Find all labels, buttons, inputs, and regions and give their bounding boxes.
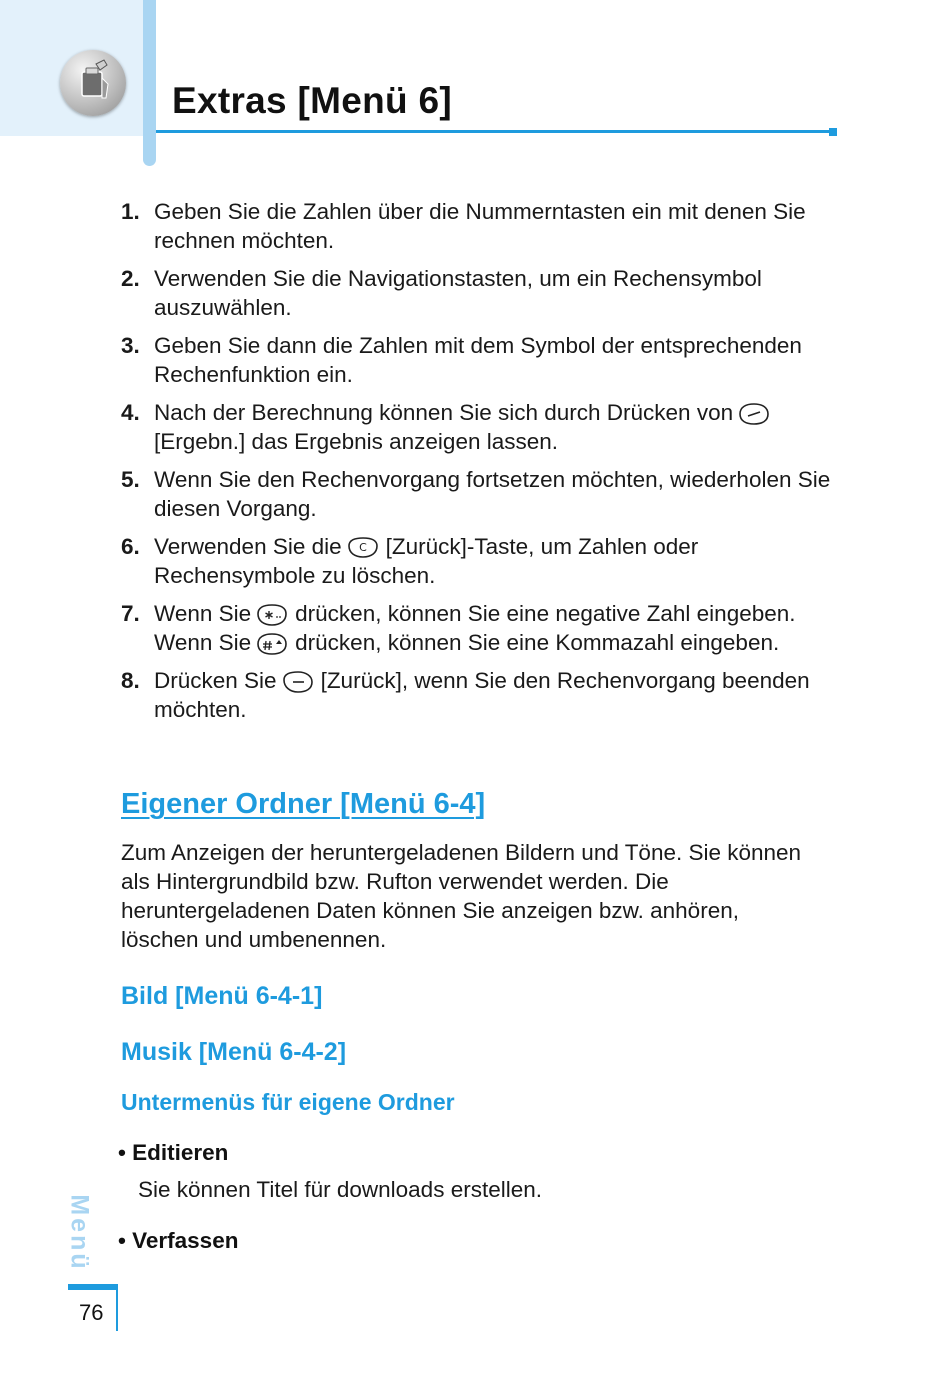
bullet-verfassen: • Verfassen: [118, 1228, 239, 1253]
left-soft-key-icon: [737, 403, 771, 425]
step-item: [121, 331, 841, 389]
calculator-steps-list: [121, 197, 841, 733]
step-item: [121, 398, 841, 456]
clear-key-label: C: [358, 541, 367, 555]
page-number-divider: [116, 1284, 118, 1331]
bullet-editieren: • Editieren: [118, 1140, 229, 1165]
step-text: Geben Sie dann die Zahlen mit dem Symbol der entsprechenden Rechenfunktion ein.: [154, 333, 802, 387]
step-item: [121, 666, 841, 724]
step-text: Wenn Sie den Rechenvorgang fortsetzen möchten, wiederholen Sie diesen Vorgang.: [154, 467, 831, 521]
star-key-icon: [255, 604, 289, 626]
step-text: Verwenden Sie die: [154, 534, 342, 559]
step-number: 2.: [121, 266, 140, 291]
subsection-bild: Bild [Menü 6-4-1]: [121, 982, 323, 1010]
hash-key-icon: [255, 633, 289, 655]
step-number: 8.: [121, 668, 140, 693]
step-text: Nach der Berechnung können Sie sich durch Drücken von: [154, 400, 734, 425]
page-title: Extras [Menü 6]: [172, 80, 453, 121]
header-accent-bar: [143, 0, 156, 166]
subsection-musik: Musik [Menü 6-4-2]: [121, 1038, 347, 1066]
side-section-text: Menü: [65, 1193, 94, 1272]
step-item: [121, 599, 841, 657]
step-item: [121, 532, 841, 590]
step-text: [Zurück]-Taste, um Zahlen oder Rechensymbole zu löschen.: [154, 534, 699, 588]
step-item: [121, 264, 841, 322]
step-text: Verwenden Sie die Navigationstasten, um ein Rechensymbol auszuwählen.: [154, 266, 762, 320]
right-soft-key-icon: [281, 671, 315, 693]
step-number: 4.: [121, 400, 140, 425]
step-text: [Zurück], wenn Sie den Rechenvorgang beenden möchten.: [154, 668, 810, 722]
step-number: 1.: [121, 199, 140, 224]
subsection-untermenus: Untermenüs für eigene Ordner: [121, 1089, 455, 1115]
section-body: Zum Anzeigen der heruntergeladenen Bildern und Töne. Sie können als Hintergrundbild bzw. Rufton verwendet werden. Die heruntergeladenen Daten können Sie anzeigen bzw. anhören, löschen und umbenennen.: [121, 840, 802, 952]
step-number: 7.: [121, 601, 140, 626]
step-text: Drücken Sie: [154, 668, 277, 693]
step-item: [121, 465, 841, 523]
step-number: 6.: [121, 534, 140, 559]
tools-folder-icon: [60, 50, 126, 116]
step-number: 5.: [121, 467, 140, 492]
page-number: 76: [79, 1300, 104, 1325]
step-number: 3.: [121, 333, 140, 358]
step-item: [121, 197, 841, 255]
step-text: drücken, können Sie eine negative Zahl eingeben. Wenn Sie: [154, 601, 796, 655]
clear-key-icon: [346, 537, 380, 559]
step-text: Geben Sie die Zahlen über die Nummerntasten ein mit denen Sie rechnen möchten.: [154, 199, 806, 253]
step-text: drücken, können Sie eine Kommazahl eingeben.: [295, 630, 780, 655]
bullet-editieren-desc: Sie können Titel für downloads erstellen.: [138, 1177, 542, 1202]
side-section-label: [64, 1185, 94, 1280]
section-title: Eigener Ordner [Menü 6-4]: [121, 788, 486, 820]
title-rule: [156, 130, 830, 133]
page-number-rule: [68, 1284, 118, 1290]
step-text: Wenn Sie: [154, 601, 252, 626]
title-rule-end-square: [829, 128, 837, 136]
step-text: [Ergebn.] das Ergebnis anzeigen lassen.: [154, 429, 559, 454]
